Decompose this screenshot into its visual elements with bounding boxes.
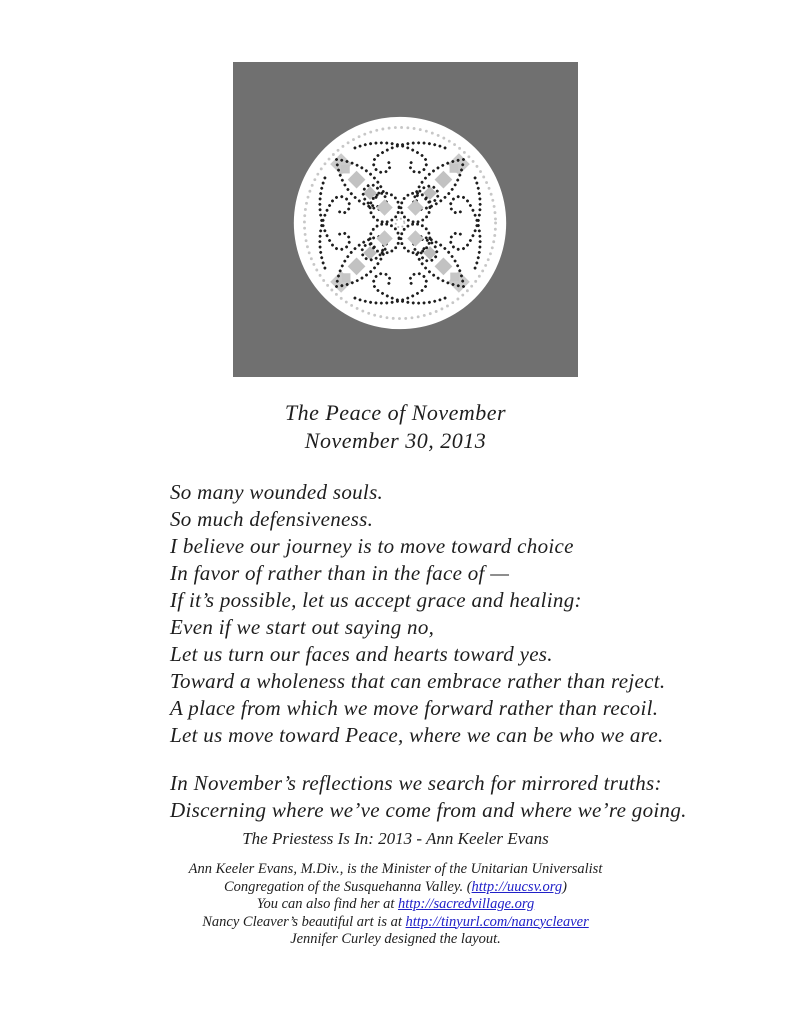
- credit-line: [0, 914, 791, 932]
- poem-line: Toward a wholeness that can embrace rather than reject.: [170, 669, 666, 693]
- poem-line: Let us turn our faces and hearts toward yes.: [170, 642, 553, 666]
- stanza-break: [170, 749, 687, 770]
- credit-line: [0, 879, 791, 897]
- title-block: [0, 399, 791, 455]
- poem-line: A place from which we move forward rather than recoil.: [170, 696, 659, 720]
- poem-date: November 30, 2013: [304, 428, 487, 453]
- credit-text: Ann Keeler Evans, M.Div., is the Minister of the Unitarian Universalist: [188, 861, 603, 877]
- poem-body: [170, 479, 687, 824]
- credit-text: Nancy Cleaver’s beautiful art is at: [202, 913, 406, 930]
- sacredvillage-link[interactable]: http://sacredvillage.org: [398, 896, 535, 912]
- mandala-art: [289, 112, 511, 334]
- credit-text: ): [562, 878, 568, 895]
- credit-line: [0, 896, 791, 914]
- nancycleaver-link[interactable]: http://tinyurl.com/nancycleaver: [405, 913, 589, 930]
- poem-line: So much defensiveness.: [170, 507, 374, 531]
- poem-line: Let us move toward Peace, where we can be who we are.: [170, 723, 664, 747]
- poem-line: I believe our journey is to move toward choice: [170, 534, 574, 558]
- poem-line: Discerning where we’ve come from and where we’re going.: [170, 798, 687, 822]
- poem-line: If it’s possible, let us accept grace and healing:: [170, 588, 582, 612]
- credits-block: [0, 861, 791, 949]
- poem-line: Even if we start out saying no,: [170, 615, 435, 639]
- credit-text: Jennifer Curley designed the layout.: [290, 931, 501, 947]
- mandala-photo: [233, 62, 578, 377]
- credit-line: [0, 861, 791, 879]
- credit-text: You can also find her at: [256, 896, 398, 912]
- credit-text: Congregation of the Susquehanna Valley. (: [223, 878, 472, 895]
- credit-line: [0, 931, 791, 949]
- poem-line: In November’s reflections we search for mirrored truths:: [170, 771, 662, 795]
- series-byline: The Priestess Is In: 2013 - Ann Keeler Evans: [242, 829, 549, 848]
- poem-title: The Peace of November: [284, 400, 507, 425]
- uucsv-link[interactable]: http://uucsv.org: [471, 878, 563, 895]
- poem-line: In favor of rather than in the face of —: [170, 561, 510, 585]
- poem-line: So many wounded souls.: [170, 480, 384, 504]
